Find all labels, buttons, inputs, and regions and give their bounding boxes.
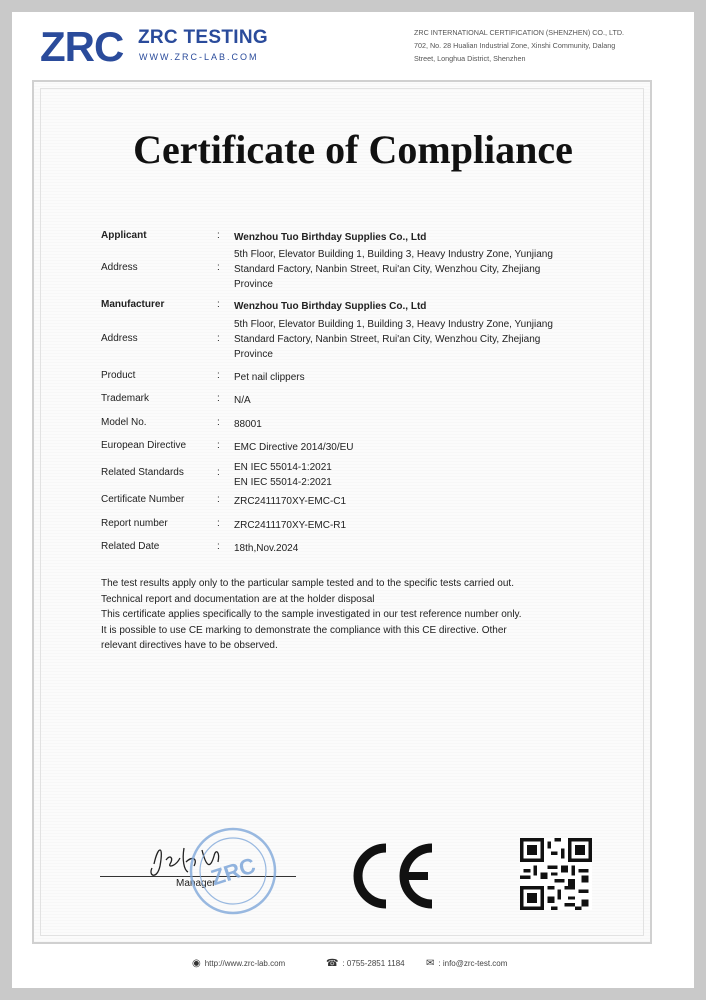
logo-mark: ZRC: [40, 23, 124, 70]
certificate-frame: [32, 80, 652, 944]
field-colon: :: [217, 467, 220, 478]
field-value: EMC Directive 2014/30/EU: [234, 442, 354, 453]
field-colon: :: [217, 370, 220, 381]
ce-mark-icon: [346, 842, 438, 910]
field-label: Manufacturer: [101, 299, 165, 310]
field-value: 5th Floor, Elevator Building 1, Building 3, Heavy Industry Zone, Yunjiang Standard Factory, Nanbin Street, Rui'an City, Wenzhou City, Zhejiang Province: [234, 319, 553, 360]
field-colon: :: [217, 262, 220, 273]
frame-inner-border: [40, 88, 644, 936]
statement-line: The test results apply only to the particular sample tested and to the specific tests carried out.: [101, 578, 514, 589]
field-value: Wenzhou Tuo Birthday Supplies Co., Ltd: [234, 232, 427, 243]
field-colon: :: [217, 518, 220, 529]
field-label: Applicant: [101, 230, 147, 241]
field-value: 5th Floor, Elevator Building 1, Building 3, Heavy Industry Zone, Yunjiang Standard Factory, Nanbin Street, Rui'an City, Wenzhou City, Zhejiang Province: [234, 249, 553, 290]
qr-code-icon: [520, 838, 592, 910]
field-label: Trademark: [101, 393, 149, 404]
signature-role: Manager: [176, 878, 216, 889]
field-value: 18th,Nov.2024: [234, 543, 299, 554]
mail-icon: ✉: [426, 958, 435, 969]
statement-line: Technical report and documentation are at the holder disposal: [101, 593, 375, 605]
footer-phone-text: : 0755-2851 1184: [342, 959, 405, 968]
field-colon: :: [217, 230, 220, 241]
field-value: 88001: [234, 419, 262, 430]
field-colon: :: [217, 440, 220, 451]
brand-website: WWW.ZRC-LAB.COM: [139, 52, 259, 62]
statement-line: relevant directives have to be observed.: [101, 640, 278, 652]
field-colon: :: [217, 299, 220, 310]
field-colon: :: [217, 494, 220, 505]
field-label: Product: [101, 370, 136, 381]
phone-icon: ☎: [326, 958, 339, 969]
field-label: Report number: [101, 518, 168, 529]
field-value: Pet nail clippers: [234, 372, 305, 383]
field-value: EN IEC 55014-1:2021 EN IEC 55014-2:2021: [234, 462, 332, 488]
statement-line: This certificate applies specifically to the sample investigated in our test reference number only.: [101, 609, 522, 621]
footer-email-text: : info@zrc-test.com: [438, 959, 508, 968]
field-value: ZRC2411170XY-EMC-C1: [234, 496, 347, 507]
company-address-line: Street, Longhua District, Shenzhen: [414, 54, 526, 63]
company-address: [414, 26, 650, 65]
signature-block: [100, 826, 320, 926]
field-label: Related Date: [101, 541, 160, 552]
footer-website: [192, 958, 285, 969]
company-address-line: ZRC INTERNATIONAL CERTIFICATION (SHENZHEN) CO., LTD.: [414, 28, 625, 37]
seal-text: ZRC: [207, 852, 259, 891]
compliance-statement: [101, 576, 581, 654]
footer-website-text: http://www.zrc-lab.com: [204, 959, 286, 968]
statement-line: It is possible to use CE marking to demonstrate the compliance with this CE directive. Other: [101, 624, 507, 636]
field-label: European Directive: [101, 440, 187, 451]
field-value: Wenzhou Tuo Birthday Supplies Co., Ltd: [234, 301, 427, 312]
company-seal: [188, 826, 278, 916]
certificate-title: Certificate of Compliance: [133, 127, 573, 172]
brand-name: ZRC TESTING: [138, 27, 268, 48]
field-label: Address: [101, 262, 138, 273]
field-colon: :: [217, 417, 220, 428]
field-colon: :: [217, 333, 220, 344]
field-label: Model No.: [101, 417, 147, 428]
globe-icon: ◉: [192, 958, 201, 969]
field-label: Address: [101, 333, 138, 344]
field-colon: :: [217, 541, 220, 552]
field-value: ZRC2411170XY-EMC-R1: [234, 520, 347, 531]
company-address-line: 702, No. 28 Hualian Industrial Zone, Xinshi Community, Dalang: [414, 41, 616, 50]
field-value: N/A: [234, 395, 251, 406]
field-label: Certificate Number: [101, 494, 185, 505]
footer-phone: [326, 958, 405, 969]
field-colon: :: [217, 393, 220, 404]
footer-email: [426, 958, 507, 969]
field-label: Related Standards: [101, 467, 184, 478]
zrc-logo: [40, 22, 280, 72]
